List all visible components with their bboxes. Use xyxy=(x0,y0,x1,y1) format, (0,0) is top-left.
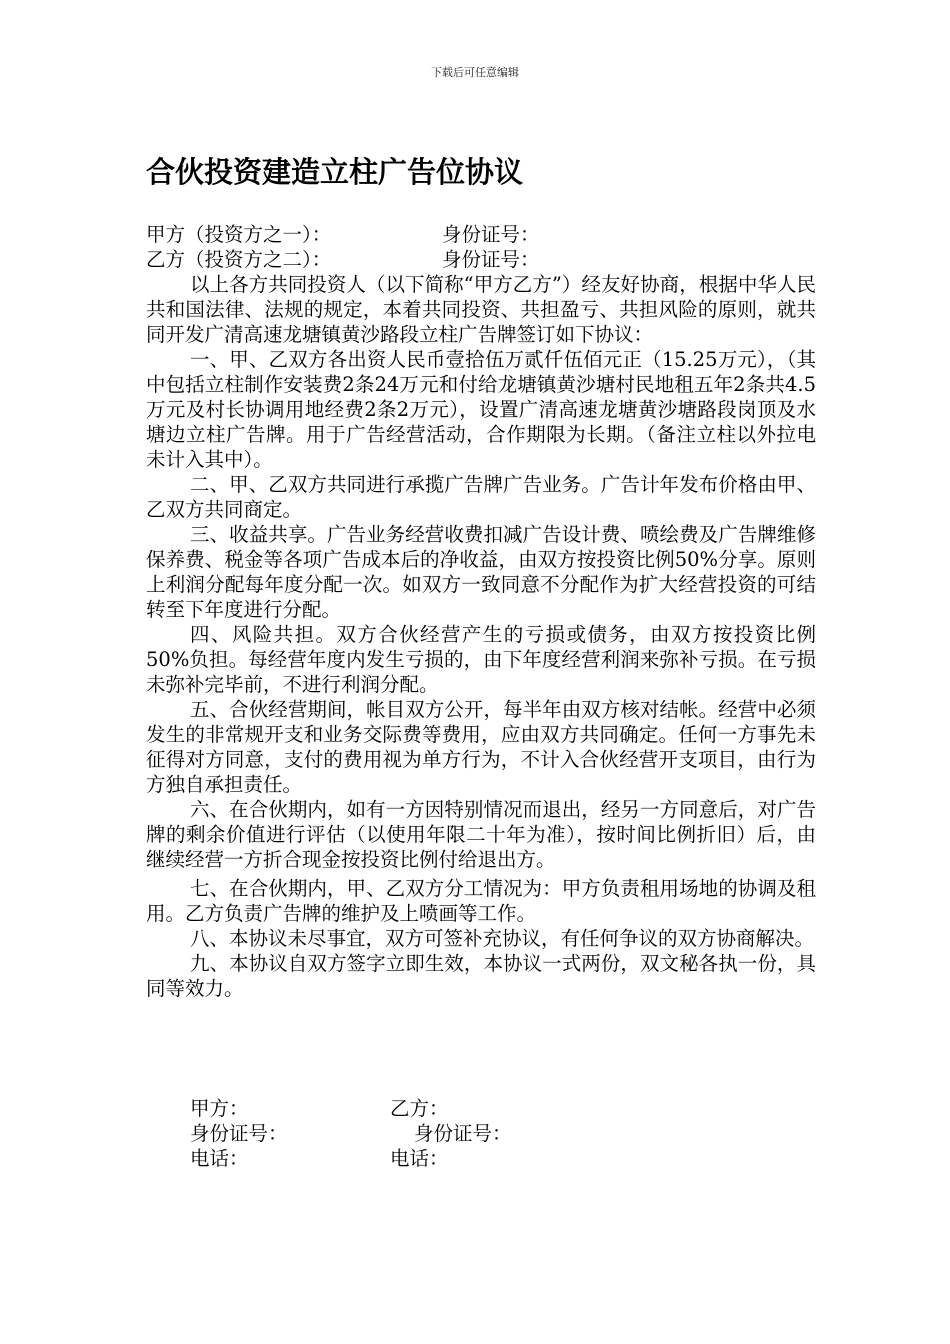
clause-4: 四、风险共担。双方合伙经营产生的亏损或债务，由双方按投资比例50%负担。每经营年度内发生亏损的，由下年度经营利润来弥补亏损。在亏损未弥补完毕前，不进行利润分配。 xyxy=(146,623,816,696)
signature-id-row xyxy=(190,1121,750,1146)
signature-id-label-b: 身份证号： xyxy=(414,1122,512,1145)
signature-block xyxy=(190,1096,750,1171)
party-b-line xyxy=(146,247,816,272)
signature-phone-label-b: 电话： xyxy=(390,1147,449,1170)
clause-6: 六、在合伙期内，如有一方因特别情况而退出，经另一方同意后，对广告牌的剩余价值进行评估（以使用年限二十年为准），按时间比例折旧）后，由继续经营一方折合现金按投资比例付给退出方。 xyxy=(146,798,816,871)
intro-paragraph: 以上各方共同投资人（以下简称“甲方乙方”）经友好协商，根据中华人民共和国法律、法规的规定，本着共同投资、共担盈亏、共担风险的原则，就共同开发广清高速龙塘镇黄沙路段立柱广告牌签订如下协议： xyxy=(146,273,816,346)
signature-id-label-a: 身份证号： xyxy=(190,1122,288,1145)
clause-8: 八、本协议未尽事宜，双方可签补充协议，有任何争议的双方协商解决。 xyxy=(190,927,815,950)
signature-phone-label-a: 电话： xyxy=(190,1147,249,1170)
signature-phone-row xyxy=(190,1146,750,1171)
clause-1: 一、甲、乙双方各出资人民币壹拾伍万贰仟伍佰元正（15.25万元），（其中包括立柱制作安装费2条24万元和付给龙塘镇黄沙塘村民地租五年2条共4.5万元及村长协调用地经费2条2万元），设置广清高速龙塘黄沙塘路段岗顶及水塘边立柱广告牌。用于广告经营活动，合作期限为长期。（备注立柱以外拉电未计入其中）。 xyxy=(146,348,816,471)
clause-2: 二、甲、乙双方共同进行承揽广告牌广告业务。广告计年发布价格由甲、乙双方共同商定。 xyxy=(146,473,816,521)
clause-5: 五、合伙经营期间，帐目双方公开，每半年由双方核对结帐。经营中必须发生的非常规开支和业务交际费等费用，应由双方共同确定。任何一方事先未征得对方同意，支付的费用视为单方行为，不计入合伙经营开支项目，由行为方独自承担责任。 xyxy=(146,698,816,796)
party-b-label: 乙方（投资方之二）： xyxy=(146,248,332,271)
party-a-line xyxy=(146,222,816,247)
header-note: 下载后可任意编辑 xyxy=(431,66,519,79)
clause-9: 九、本协议自双方签字立即生效，本协议一式两份，双文秘各执一份，具同等效力。 xyxy=(146,952,816,1000)
party-a-label: 甲方（投资方之一）： xyxy=(146,223,332,246)
party-b-id-label: 身份证号： xyxy=(442,248,540,271)
signature-party-a-label: 甲方： xyxy=(190,1097,249,1120)
signature-party-row xyxy=(190,1096,750,1121)
clause-3: 三、收益共享。广告业务经营收费扣减广告设计费、喷绘费及广告牌维修保养费、税金等各项广告成本后的净收益，由双方按投资比例50%分享。原则上利润分配每年度分配一次。如双方一致同意不分配作为扩大经营投资的可结转至下年度进行分配。 xyxy=(146,523,816,621)
party-a-id-label: 身份证号： xyxy=(442,223,540,246)
document-title: 合伙投资建造立柱广告位协议 xyxy=(146,155,524,189)
document-body xyxy=(146,222,816,1001)
clause-7: 七、在合伙期内，甲、乙双方分工情况为：甲方负责租用场地的协调及租用。乙方负责广告牌的维护及上喷画等工作。 xyxy=(146,877,816,925)
signature-party-b-label: 乙方： xyxy=(390,1097,449,1120)
